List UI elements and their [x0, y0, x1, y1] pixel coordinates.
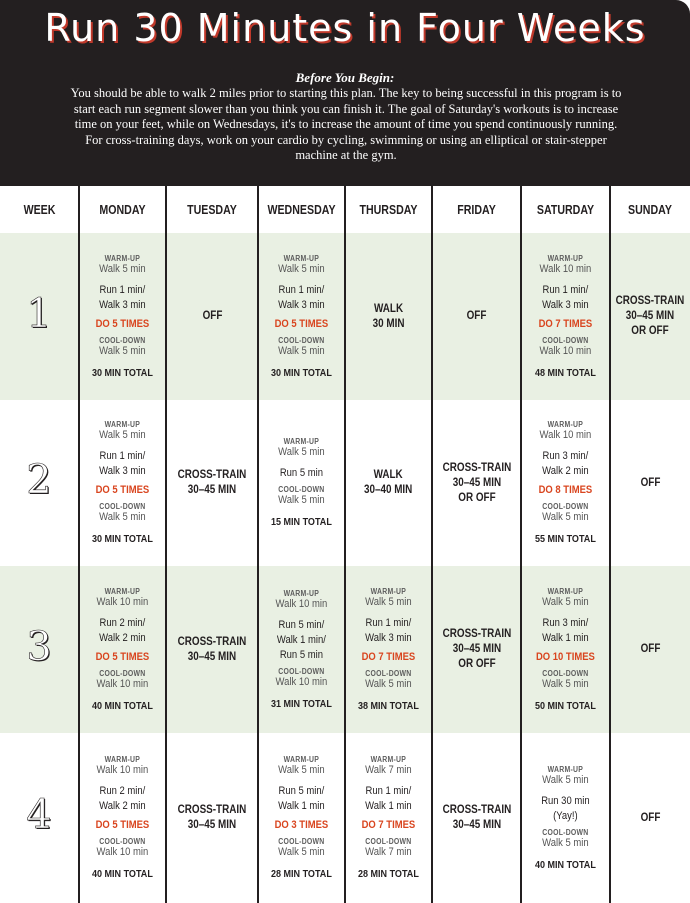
repeat-count: DO 3 TIMES: [274, 819, 329, 831]
warmup-value: Walk 10 min: [96, 595, 149, 608]
run-interval: Run 5 min: [279, 648, 324, 661]
day-cell-wednesday: [258, 566, 345, 733]
warmup-value: Walk 10 min: [96, 764, 149, 776]
day-text: 30 MIN: [372, 317, 405, 330]
day-text: CROSS-TRAIN: [442, 628, 511, 640]
cooldown-value: Walk 5 min: [278, 344, 325, 357]
run-interval: Walk 2 min: [542, 465, 589, 477]
cooldown-value: Walk 5 min: [99, 511, 146, 523]
day-content: [271, 437, 332, 529]
cooldown-label: COOL-DOWN: [542, 335, 589, 345]
day-text: OR OFF: [457, 491, 496, 504]
day-content: [358, 587, 419, 713]
day-content: [92, 254, 153, 380]
day-content: [178, 635, 247, 665]
day-content: [640, 811, 660, 826]
run-interval: Walk 3 min: [542, 298, 589, 311]
total-time: 50 MIN TOTAL: [535, 699, 596, 712]
run-interval: Run 3 min/: [542, 616, 589, 629]
day-content: [92, 587, 153, 713]
day-cell-thursday: [345, 566, 432, 733]
warmup-value: Walk 5 min: [278, 446, 325, 458]
warmup-value: Walk 5 min: [542, 773, 589, 786]
cooldown-value: Walk 10 min: [275, 675, 328, 688]
day-text: OR OFF: [457, 658, 496, 670]
day-cell-tuesday: [166, 400, 258, 566]
day-text: WALK: [373, 302, 404, 315]
repeat-count: DO 8 TIMES: [538, 484, 593, 496]
cooldown-value: Walk 10 min: [96, 677, 149, 690]
warmup-label: WARM-UP: [104, 755, 141, 764]
run-interval: Run 30 min: [541, 794, 590, 807]
day-content: [535, 254, 596, 380]
column-header-monday: MONDAY: [99, 202, 146, 217]
run-interval: Run 1 min/: [542, 283, 589, 296]
warmup-label: WARM-UP: [104, 420, 141, 429]
run-interval: (Yay!): [553, 809, 578, 822]
day-cell-friday: [432, 400, 521, 566]
cooldown-label: COOL-DOWN: [365, 668, 412, 678]
day-cell-saturday: [521, 400, 610, 566]
column-header-thursday: THURSDAY: [359, 202, 418, 217]
warmup-label: WARM-UP: [283, 253, 320, 263]
total-time: 48 MIN TOTAL: [535, 366, 596, 379]
warmup-value: Walk 5 min: [542, 595, 589, 608]
day-cell-sunday: [610, 733, 690, 903]
day-text: 30–45 MIN: [452, 643, 501, 655]
column-header-friday: FRIDAY: [457, 202, 496, 217]
warmup-value: Walk 5 min: [278, 764, 325, 776]
day-cell-wednesday: [258, 233, 345, 400]
total-time: 40 MIN TOTAL: [92, 699, 153, 712]
run-interval: Run 5 min/: [278, 618, 325, 631]
total-time: 40 MIN TOTAL: [92, 868, 153, 880]
day-cell-saturday: [521, 733, 610, 903]
day-content: [178, 468, 247, 498]
total-time: 28 MIN TOTAL: [271, 868, 332, 880]
warmup-value: Walk 10 min: [539, 429, 592, 441]
repeat-count: DO 5 TIMES: [95, 650, 150, 663]
day-content: [271, 254, 332, 380]
day-cell-saturday: [521, 566, 610, 733]
day-text: OFF: [202, 310, 222, 322]
day-content: [442, 627, 511, 672]
cooldown-label: COOL-DOWN: [99, 335, 146, 345]
day-cell-tuesday: [166, 733, 258, 903]
day-cell-friday: [432, 233, 521, 400]
cooldown-label: COOL-DOWN: [278, 335, 325, 345]
day-cell-friday: [432, 566, 521, 733]
day-cell-thursday: [345, 233, 432, 400]
warmup-value: Walk 10 min: [275, 597, 328, 610]
day-text: 30–45 MIN: [625, 310, 675, 322]
run-interval: Run 5 min/: [278, 785, 325, 797]
cooldown-value: Walk 5 min: [365, 677, 412, 690]
cooldown-label: COOL-DOWN: [278, 666, 325, 676]
warmup-label: WARM-UP: [547, 764, 584, 774]
day-cell-sunday: [610, 400, 690, 566]
repeat-count: DO 10 TIMES: [536, 650, 595, 663]
day-content: [271, 755, 332, 881]
warmup-label: WARM-UP: [104, 253, 141, 263]
column-header-tuesday: TUESDAY: [187, 202, 237, 217]
day-cell-tuesday: [166, 233, 258, 400]
day-content: [640, 642, 660, 657]
warmup-label: WARM-UP: [370, 755, 407, 764]
run-interval: Run 1 min/: [278, 283, 325, 296]
day-cell-monday: [79, 733, 166, 903]
day-content: [364, 468, 412, 498]
warmup-label: WARM-UP: [370, 586, 407, 596]
day-cell-saturday: [521, 233, 610, 400]
run-interval: Run 3 min/: [542, 450, 589, 462]
cooldown-value: Walk 5 min: [542, 836, 589, 849]
column-header-sunday: SUNDAY: [628, 202, 672, 217]
run-interval: Walk 3 min: [278, 298, 325, 311]
week-number: 4: [26, 792, 52, 838]
day-content: [442, 803, 511, 833]
cooldown-value: Walk 5 min: [99, 344, 146, 357]
run-interval: Walk 2 min: [99, 631, 146, 644]
total-time: 31 MIN TOTAL: [271, 697, 332, 710]
day-cell-monday: [79, 566, 166, 733]
day-content: [616, 294, 685, 339]
day-text: CROSS-TRAIN: [177, 804, 247, 816]
day-content: [92, 755, 153, 881]
cooldown-value: Walk 10 min: [96, 846, 149, 858]
warmup-value: Walk 5 min: [365, 595, 412, 608]
run-interval: Run 1 min/: [365, 616, 412, 629]
run-interval: Run 1 min/: [99, 283, 146, 296]
warmup-value: Walk 10 min: [539, 262, 592, 275]
run-interval: Run 2 min/: [99, 785, 146, 797]
run-interval: Run 1 min/: [99, 450, 146, 462]
warmup-label: WARM-UP: [283, 755, 320, 764]
repeat-count: DO 5 TIMES: [274, 317, 329, 330]
repeat-count: DO 7 TIMES: [361, 650, 416, 663]
run-interval: Run 1 min/: [365, 785, 412, 797]
day-text: OFF: [640, 476, 660, 489]
warmup-value: Walk 5 min: [278, 262, 325, 275]
cooldown-label: COOL-DOWN: [542, 668, 589, 678]
day-text: 30–40 MIN: [364, 484, 413, 496]
day-text: CROSS-TRAIN: [177, 635, 247, 648]
day-text: OR OFF: [631, 325, 669, 337]
day-text: 30–45 MIN: [452, 819, 501, 831]
warmup-label: WARM-UP: [547, 253, 584, 263]
total-time: 15 MIN TOTAL: [271, 516, 332, 528]
cooldown-value: Walk 5 min: [278, 494, 325, 506]
day-cell-wednesday: [258, 400, 345, 566]
day-cell-wednesday: [258, 733, 345, 903]
column-header-saturday: SATURDAY: [536, 202, 595, 217]
run-interval: Walk 3 min: [365, 631, 412, 644]
cooldown-value: Walk 10 min: [539, 344, 592, 357]
day-text: 30–45 MIN: [187, 819, 237, 831]
warmup-label: WARM-UP: [547, 420, 584, 429]
day-cell-sunday: [610, 233, 690, 400]
intro-heading: Before You Begin:: [295, 70, 395, 85]
total-time: 30 MIN TOTAL: [92, 533, 153, 545]
day-cell-monday: [79, 233, 166, 400]
cooldown-label: COOL-DOWN: [542, 827, 589, 837]
cooldown-value: Walk 5 min: [542, 511, 589, 523]
day-content: [640, 476, 660, 491]
cooldown-label: COOL-DOWN: [278, 485, 325, 494]
run-interval: Walk 2 min: [99, 800, 146, 812]
day-text: CROSS-TRAIN: [442, 804, 511, 816]
cooldown-label: COOL-DOWN: [278, 837, 325, 846]
day-text: WALK: [373, 469, 404, 481]
day-content: [202, 309, 222, 324]
warmup-label: WARM-UP: [283, 437, 320, 446]
week-number: 2: [26, 457, 52, 503]
day-content: [442, 461, 511, 506]
day-text: CROSS-TRAIN: [177, 469, 247, 481]
day-text: CROSS-TRAIN: [442, 461, 511, 474]
repeat-count: DO 7 TIMES: [361, 819, 416, 831]
cooldown-label: COOL-DOWN: [99, 502, 146, 511]
cooldown-value: Walk 5 min: [542, 677, 589, 690]
total-time: 38 MIN TOTAL: [358, 699, 419, 712]
day-content: [535, 765, 596, 872]
warmup-value: Walk 7 min: [365, 764, 412, 776]
run-interval: Walk 1 min/: [276, 633, 327, 646]
repeat-count: DO 5 TIMES: [95, 819, 150, 831]
total-time: 30 MIN TOTAL: [271, 366, 332, 379]
total-time: 55 MIN TOTAL: [535, 533, 596, 545]
day-text: 30–45 MIN: [187, 484, 237, 496]
cooldown-label: COOL-DOWN: [365, 837, 412, 846]
day-text: OFF: [466, 310, 487, 322]
total-time: 40 MIN TOTAL: [535, 858, 596, 871]
day-cell-thursday: [345, 400, 432, 566]
day-content: [92, 420, 153, 546]
day-content: [358, 755, 419, 881]
warmup-label: WARM-UP: [547, 586, 584, 596]
run-interval: Walk 1 min: [542, 631, 589, 644]
day-content: [535, 420, 596, 546]
day-content: [373, 302, 405, 332]
day-text: CROSS-TRAIN: [615, 295, 685, 307]
day-cell-monday: [79, 400, 166, 566]
warmup-value: Walk 5 min: [99, 429, 146, 441]
day-content: [467, 309, 487, 324]
day-text: 30–45 MIN: [187, 650, 237, 663]
day-content: [271, 589, 332, 711]
run-interval: Walk 3 min: [99, 465, 146, 477]
day-cell-sunday: [610, 566, 690, 733]
day-cell-tuesday: [166, 566, 258, 733]
week-number: 3: [26, 623, 52, 670]
warmup-label: WARM-UP: [104, 586, 141, 596]
total-time: 28 MIN TOTAL: [358, 868, 419, 880]
day-text: OFF: [640, 811, 660, 824]
cooldown-value: Walk 5 min: [278, 846, 325, 858]
cooldown-label: COOL-DOWN: [542, 502, 589, 511]
column-header-week: WEEK: [23, 202, 56, 217]
run-interval: Run 2 min/: [99, 616, 146, 629]
cooldown-label: COOL-DOWN: [99, 837, 146, 846]
run-interval: Run 5 min: [279, 467, 324, 479]
run-interval: Walk 3 min: [99, 298, 146, 311]
day-content: [535, 587, 596, 713]
total-time: 30 MIN TOTAL: [92, 366, 153, 379]
repeat-count: DO 7 TIMES: [538, 317, 593, 330]
run-interval: Walk 1 min: [365, 800, 412, 812]
day-content: [178, 803, 247, 833]
cooldown-value: Walk 7 min: [365, 846, 412, 858]
day-text: 30–45 MIN: [452, 476, 501, 489]
day-cell-friday: [432, 733, 521, 903]
week-number: 1: [26, 290, 52, 337]
repeat-count: DO 5 TIMES: [95, 484, 150, 496]
page-title: Run 30 Minutes in Four Weeks: [44, 6, 646, 50]
intro-text: You should be able to walk 2 miles prior to starting this plan. The key to being successful in this program is to start each run segment slower than you think you can finish it. The goal of Saturday's workouts is to increase time on your feet, while on Wednesdays, it's to increase the amount of time you spend continuously running. For cross-training days, work on your cardio by cycling, swimming or using an elliptical or stair-stepper machine at the gym.: [70, 86, 622, 162]
column-header-wednesday: WEDNESDAY: [267, 202, 336, 217]
run-interval: Walk 1 min: [278, 800, 325, 812]
day-text: OFF: [640, 643, 660, 655]
cooldown-label: COOL-DOWN: [99, 668, 146, 678]
day-cell-thursday: [345, 733, 432, 903]
repeat-count: DO 5 TIMES: [95, 317, 150, 330]
warmup-value: Walk 5 min: [99, 262, 146, 275]
warmup-label: WARM-UP: [283, 588, 320, 598]
